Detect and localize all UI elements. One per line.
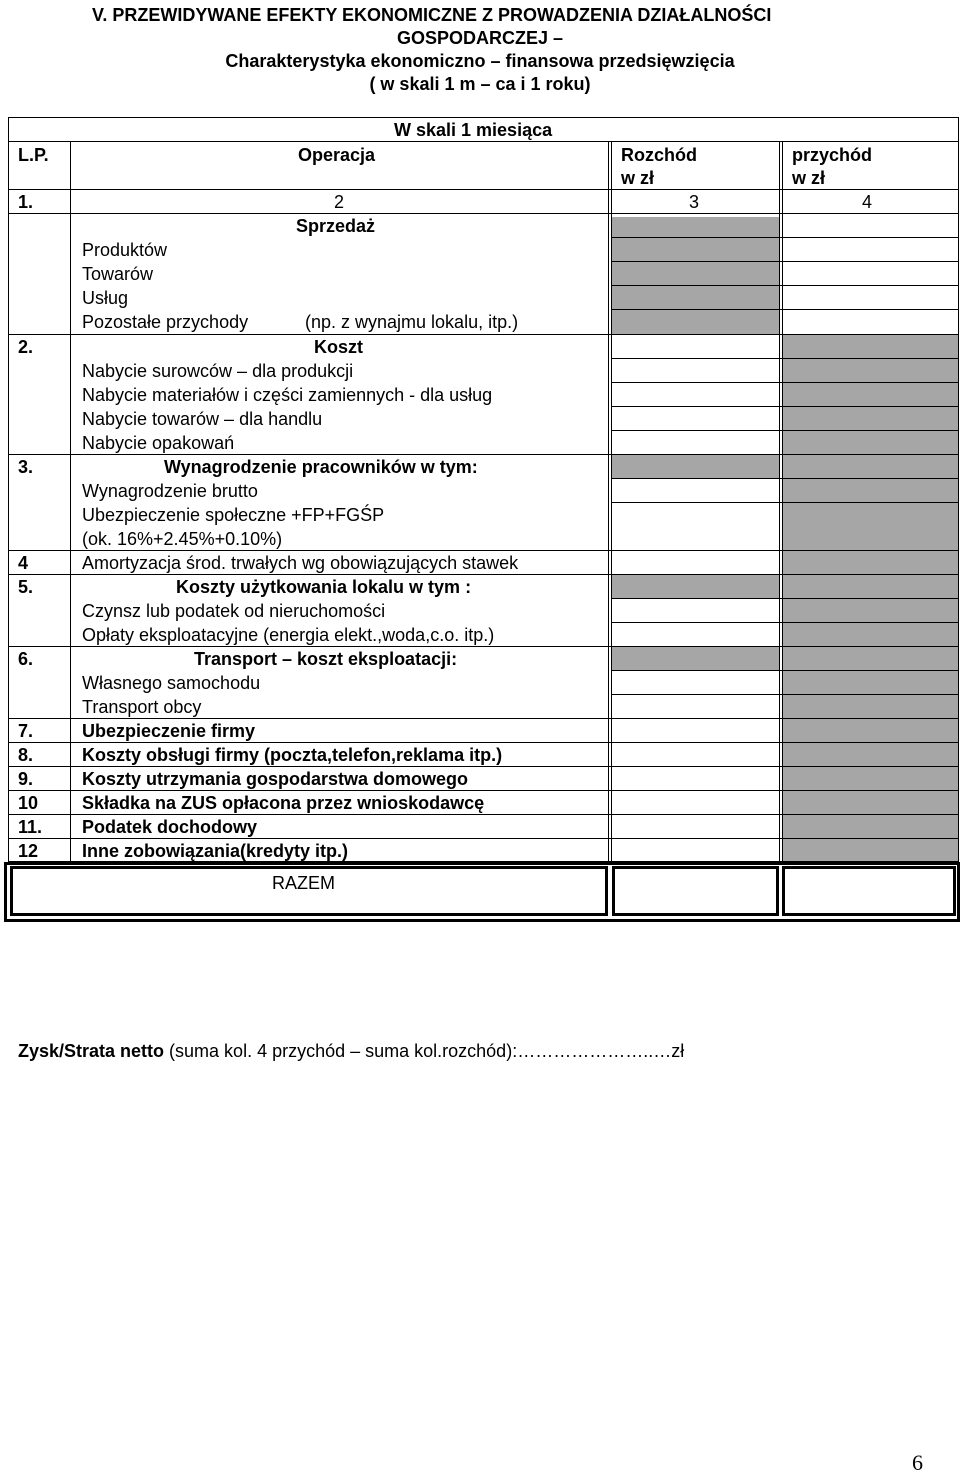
transport-item: Transport obcy (82, 697, 202, 717)
lokal-item: Opłaty eksploatacyjne (energia elekt.,woda,c.o. itp.) (82, 625, 495, 645)
section-5-number: 5. (18, 577, 34, 597)
koszt-item: Nabycie materiałów i części zamiennych - dla usług (82, 385, 493, 405)
shade-prz-rest (782, 646, 958, 862)
section-9-number: 9. (18, 769, 34, 789)
lokal-item: Czynsz lub podatek od nieruchomości (82, 601, 386, 621)
shade-roz-lokal (612, 574, 779, 598)
table-scale-title: W skali 1 miesiąca (394, 120, 553, 140)
section-sprzedaz-title: Sprzedaż (296, 216, 376, 236)
section-wynagrodzenie-title: Wynagrodzenie pracowników w tym: (164, 457, 478, 477)
sprzedaz-note: (np. z wynajmu lokalu, itp.) (305, 312, 519, 332)
profit-summary-label: Zysk/Strata netto (18, 1041, 165, 1061)
shade-prz-lokal (782, 574, 958, 646)
wynagrodzenie-item: Ubezpieczenie społeczne +FP+FGŚP (82, 505, 385, 525)
section-amortyzacja-title: Amortyzacja środ. trwałych wg obowiązujących stawek (82, 553, 519, 573)
col-number-1: 1. (18, 192, 34, 212)
shade-roz-sprzedaz (612, 217, 779, 334)
page-heading-line1: V. PRZEWIDYWANE EFEKTY EKONOMICZNE Z PROWADZENIA DZIAŁALNOŚCI (92, 5, 772, 25)
koszt-item: Nabycie towarów – dla handlu (82, 409, 323, 429)
section-11-number: 11. (18, 817, 43, 837)
wynagrodzenie-item: Wynagrodzenie brutto (82, 481, 258, 501)
section-10-number: 10 (18, 793, 39, 813)
section-12-number: 12 (18, 841, 39, 861)
sprzedaz-item: Pozostałe przychody (82, 312, 249, 332)
section-4-number: 4 (18, 553, 29, 573)
section-3-number: 3. (18, 457, 34, 477)
shade-roz-transport (612, 646, 779, 670)
col-number-2: 2 (334, 192, 345, 212)
page-subheading: Charakterystyka ekonomiczno – finansowa przedsięwzięcia (225, 51, 735, 71)
section-transport-title: Transport – koszt eksploatacji: (194, 649, 458, 669)
sprzedaz-item: Towarów (82, 264, 154, 284)
section-zus-title: Składka na ZUS opłacona przez wnioskodawcę (82, 793, 485, 813)
col-lp-header: L.P. (18, 145, 49, 165)
koszt-item: Nabycie surowców – dla produkcji (82, 361, 354, 381)
col-rozchod-unit: w zł (621, 168, 655, 188)
section-koszt-title: Koszt (314, 337, 363, 357)
razem-przychod-cell[interactable] (782, 866, 956, 916)
sprzedaz-item: Usług (82, 288, 129, 308)
col-przychod-header: przychód (792, 145, 873, 165)
razem-rozchod-cell[interactable] (612, 866, 779, 916)
section-zobowiazania-title: Inne zobowiązania(kredyty itp.) (82, 841, 349, 861)
col-rozchod-header: Rozchód (621, 145, 697, 165)
section-8-number: 8. (18, 745, 34, 765)
section-6-number: 6. (18, 649, 34, 669)
section-2-number: 2. (18, 337, 34, 357)
section-podatek-title: Podatek dochodowy (82, 817, 258, 837)
section-7-number: 7. (18, 721, 34, 741)
shade-prz-koszt (782, 334, 958, 454)
col-number-3: 3 (689, 192, 700, 212)
shade-roz-wyn (612, 454, 779, 478)
col-operacja-header: Operacja (298, 145, 376, 165)
page-number: 6 (912, 1450, 923, 1475)
profit-summary-formula: (suma kol. 4 przychód – suma kol.rozchód):…………………..…zł (164, 1041, 685, 1061)
razem-label: RAZEM (272, 873, 335, 893)
profit-summary (18, 1040, 684, 1062)
section-lokal-title: Koszty użytkowania lokalu w tym : (176, 577, 472, 597)
sprzedaz-item: Produktów (82, 240, 168, 260)
page-scale-note: ( w skali 1 m – ca i 1 roku) (369, 74, 591, 94)
wynagrodzenie-item: (ok. 16%+2.45%+0.10%) (82, 529, 283, 549)
section-ubezpieczenie-title: Ubezpieczenie firmy (82, 721, 256, 741)
col-number-4: 4 (862, 192, 873, 212)
koszt-item: Nabycie opakowań (82, 433, 235, 453)
section-obsluga-title: Koszty obsługi firmy (poczta,telefon,reklama itp.) (82, 745, 503, 765)
section-gospodarstwo-title: Koszty utrzymania gospodarstwa domowego (82, 769, 469, 789)
transport-item: Własnego samochodu (82, 673, 261, 693)
shade-prz-amort (782, 550, 958, 574)
col-przychod-unit: w zł (792, 168, 826, 188)
page-heading-line2: GOSPODARCZEJ – (396, 28, 564, 48)
